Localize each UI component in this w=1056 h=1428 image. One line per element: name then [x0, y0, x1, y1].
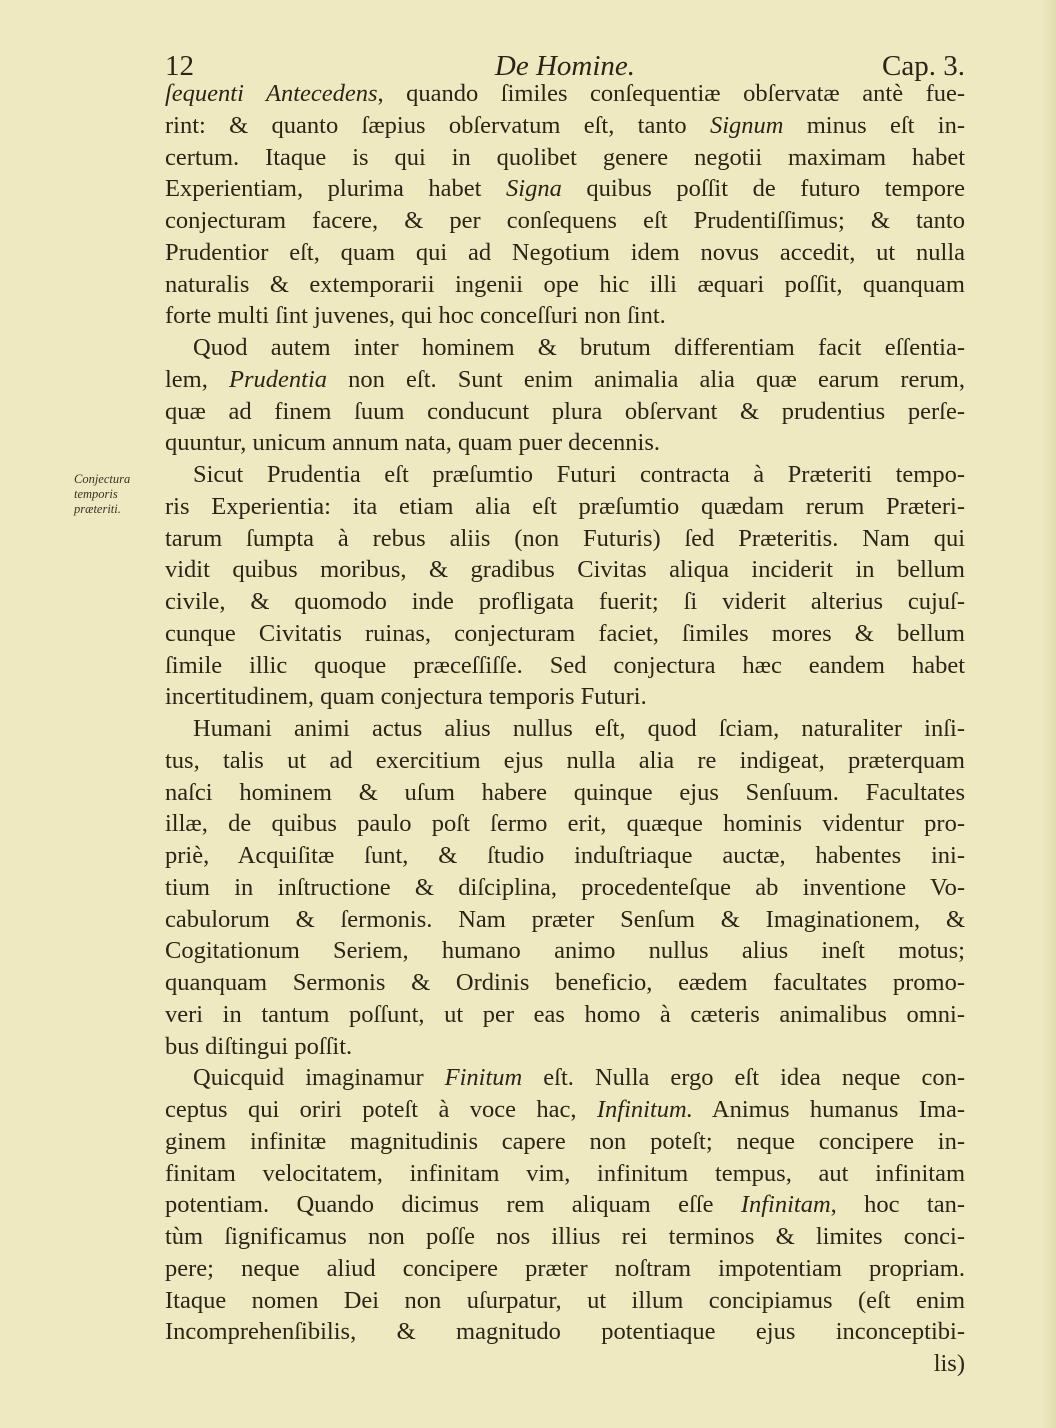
body-text	[165, 78, 965, 1380]
text-line	[165, 1221, 965, 1253]
text-segment: finitam velocitatem, infinitam vim, infinitum tempus, aut infinitam	[165, 1159, 965, 1187]
text-line	[165, 808, 965, 840]
text-line	[165, 300, 965, 332]
text-segment: Quod autem inter hominem & brutum differentiam facit eſſentia-	[193, 334, 965, 361]
text-segment: non eſt. Sunt enim animalia alia quæ earum rerum,	[327, 365, 965, 393]
text-segment: forte multi ſint juvenes, qui hoc conceſſuri non ſint.	[165, 302, 666, 330]
text-line	[165, 1253, 965, 1285]
text-segment: quæ ad finem ſuum conducunt plura obſervant & prudentius perſe-	[165, 397, 965, 425]
text-segment: naturalis & extemporarii ingenii ope hic illi æquari poſſit, quanquam	[165, 270, 965, 298]
text-segment: Quicquid imaginamur	[193, 1064, 445, 1092]
text-segment: , quando ſimiles conſequentiæ obſervatæ antè fue-	[377, 80, 966, 107]
page-gutter-shadow	[1042, 0, 1056, 1428]
text-segment: quibus poſſit de futuro tempore	[561, 175, 966, 203]
text-line	[165, 967, 965, 999]
text-segment: naſci hominem & uſum habere quinque ejus Senſuum. Facultates	[165, 778, 965, 806]
text-segment: cabulorum & ſermonis. Nam præter Senſum & Imaginationem, &	[165, 905, 965, 933]
text-line	[165, 332, 965, 364]
italic-term: ſequenti Antecedens	[165, 80, 378, 107]
text-segment: Itaque nomen Dei non uſurpatur, ut illum concipiamus (eſt enim	[165, 1286, 965, 1314]
text-line	[165, 618, 965, 650]
text-line	[165, 1285, 965, 1317]
text-line	[165, 840, 965, 872]
text-segment: bus diſtingui poſſit.	[165, 1032, 353, 1060]
text-segment: ris Experientia: ita etiam alia eſt præſumtio quædam rerum Præteri-	[165, 492, 965, 520]
text-line	[165, 269, 965, 301]
text-line	[165, 681, 965, 713]
text-segment: tus, talis ut ad exercitium ejus nulla alia re indigeat, præterquam	[165, 746, 965, 774]
text-line	[165, 872, 965, 904]
text-segment: cunque Civitatis ruinas, conjecturam faciet, ſimiles mores & bellum	[165, 619, 965, 647]
text-line	[165, 713, 965, 745]
italic-term: Signum	[709, 111, 784, 139]
text-line	[165, 1126, 965, 1158]
text-line	[165, 777, 965, 809]
text-segment: pere; neque aliud concipere præter noſtram impotentiam propriam.	[165, 1254, 965, 1282]
text-segment: Humani animi actus alius nullus eſt, quod ſciam, naturaliter inſi-	[193, 715, 965, 742]
text-segment: Prudentior eſt, quam qui ad Negotium idem novus accedit, ut nulla	[165, 238, 965, 266]
text-segment: veri in tantum poſſunt, ut per eas homo à cæteris animalibus omni-	[165, 1000, 965, 1028]
text-line	[165, 173, 965, 205]
text-line	[165, 491, 965, 523]
italic-term: Prudentia	[229, 365, 328, 393]
text-line	[165, 1094, 965, 1126]
text-line	[165, 999, 965, 1031]
margin-note-line: Conjectura	[74, 472, 131, 486]
text-segment: illæ, de quibus paulo poſt ſermo erit, quæque hominis videntur pro-	[165, 810, 965, 838]
text-segment: tium in inſtructione & diſciplina, procedenteſque ab inventione Vo-	[165, 873, 965, 901]
text-line	[165, 142, 965, 174]
text-segment: civile, & quomodo inde profligata fuerit; ſi viderit alterius cujuſ-	[165, 588, 965, 615]
margin-note-line: temporis	[74, 487, 118, 501]
chapter-label: Cap. 3.	[882, 50, 965, 82]
text-segment: certum. Itaque is qui in quolibet genere negotii maximam habet	[165, 143, 965, 171]
text-line	[165, 1348, 965, 1380]
text-segment: lis)	[933, 1350, 965, 1377]
text-line	[165, 935, 965, 967]
text-segment: potentiam. Quando dicimus rem aliquam eſſe	[165, 1191, 741, 1219]
text-line	[165, 459, 965, 491]
text-line	[165, 523, 965, 555]
text-line	[165, 1062, 965, 1094]
text-line	[165, 396, 965, 428]
text-line	[165, 427, 965, 459]
text-line	[165, 745, 965, 777]
margin-note	[74, 472, 154, 517]
text-line	[165, 205, 965, 237]
text-line	[165, 78, 965, 110]
text-segment: quuntur, unicum annum nata, quam puer decennis.	[165, 429, 661, 457]
text-segment: incertitudinem, quam conjectura temporis Futuri.	[165, 683, 647, 711]
text-line	[165, 1031, 965, 1063]
text-line	[165, 904, 965, 936]
text-segment: ſimile illic quoque præceſſiſſe. Sed conjectura hæc eandem habet	[165, 651, 965, 679]
text-segment: priè, Acquiſitæ ſunt, & ſtudio induſtriaque auctæ, habentes ini-	[165, 842, 965, 869]
text-line	[165, 554, 965, 586]
text-segment: Animus humanus Ima-	[692, 1096, 965, 1123]
text-line	[165, 586, 965, 618]
text-line	[165, 1158, 965, 1190]
page-number: 12	[165, 50, 194, 82]
text-segment: tùm ſignificamus non poſſe nos illius rei terminos & limites conci-	[165, 1223, 965, 1250]
text-segment: , hoc tan-	[830, 1191, 965, 1219]
text-segment: ginem infinitæ magnitudinis capere non poteſt; neque concipere in-	[165, 1127, 965, 1155]
text-segment: vidit quibus moribus, & gradibus Civitas aliqua inciderit in bellum	[165, 556, 965, 584]
italic-term: Infinitum.	[596, 1096, 693, 1123]
italic-term: Signa	[506, 175, 562, 203]
running-title: De Homine.	[494, 50, 636, 82]
text-line	[165, 650, 965, 682]
text-segment: rint: & quanto ſæpius obſervatum eſt, tanto	[165, 111, 710, 139]
text-line	[165, 237, 965, 269]
text-segment: ceptus qui oriri poteſt à voce hac,	[165, 1096, 597, 1123]
text-segment: eſt. Nulla ergo eſt idea neque con-	[522, 1064, 965, 1092]
text-segment: minus eſt in-	[783, 111, 965, 139]
text-segment: Sicut Prudentia eſt præſumtio Futuri contracta à Præteriti tempo-	[193, 461, 965, 488]
text-line	[165, 364, 965, 396]
italic-term: Finitum	[444, 1064, 523, 1092]
text-line	[165, 1316, 965, 1348]
text-line	[165, 110, 965, 142]
text-segment: quanquam Sermonis & Ordinis beneficio, eædem facultates promo-	[165, 969, 965, 996]
text-segment: tarum ſumpta à rebus aliis (non Futuris) ſed Præteritis. Nam qui	[165, 524, 965, 552]
italic-term: Infinitam	[740, 1191, 831, 1219]
text-segment: Cogitationum Seriem, humano animo nullus alius ineſt motus;	[165, 937, 965, 965]
text-segment: Incomprehenſibilis, & magnitudo potentiaque ejus inconceptibi-	[165, 1318, 965, 1346]
text-segment: Experientiam, plurima habet	[165, 175, 507, 203]
text-segment: lem,	[165, 365, 230, 393]
text-line	[165, 1189, 965, 1221]
margin-note-line: præteriti.	[74, 502, 121, 516]
text-segment: conjecturam facere, & per conſequens eſt Prudentiſſimus; & tanto	[165, 207, 965, 234]
